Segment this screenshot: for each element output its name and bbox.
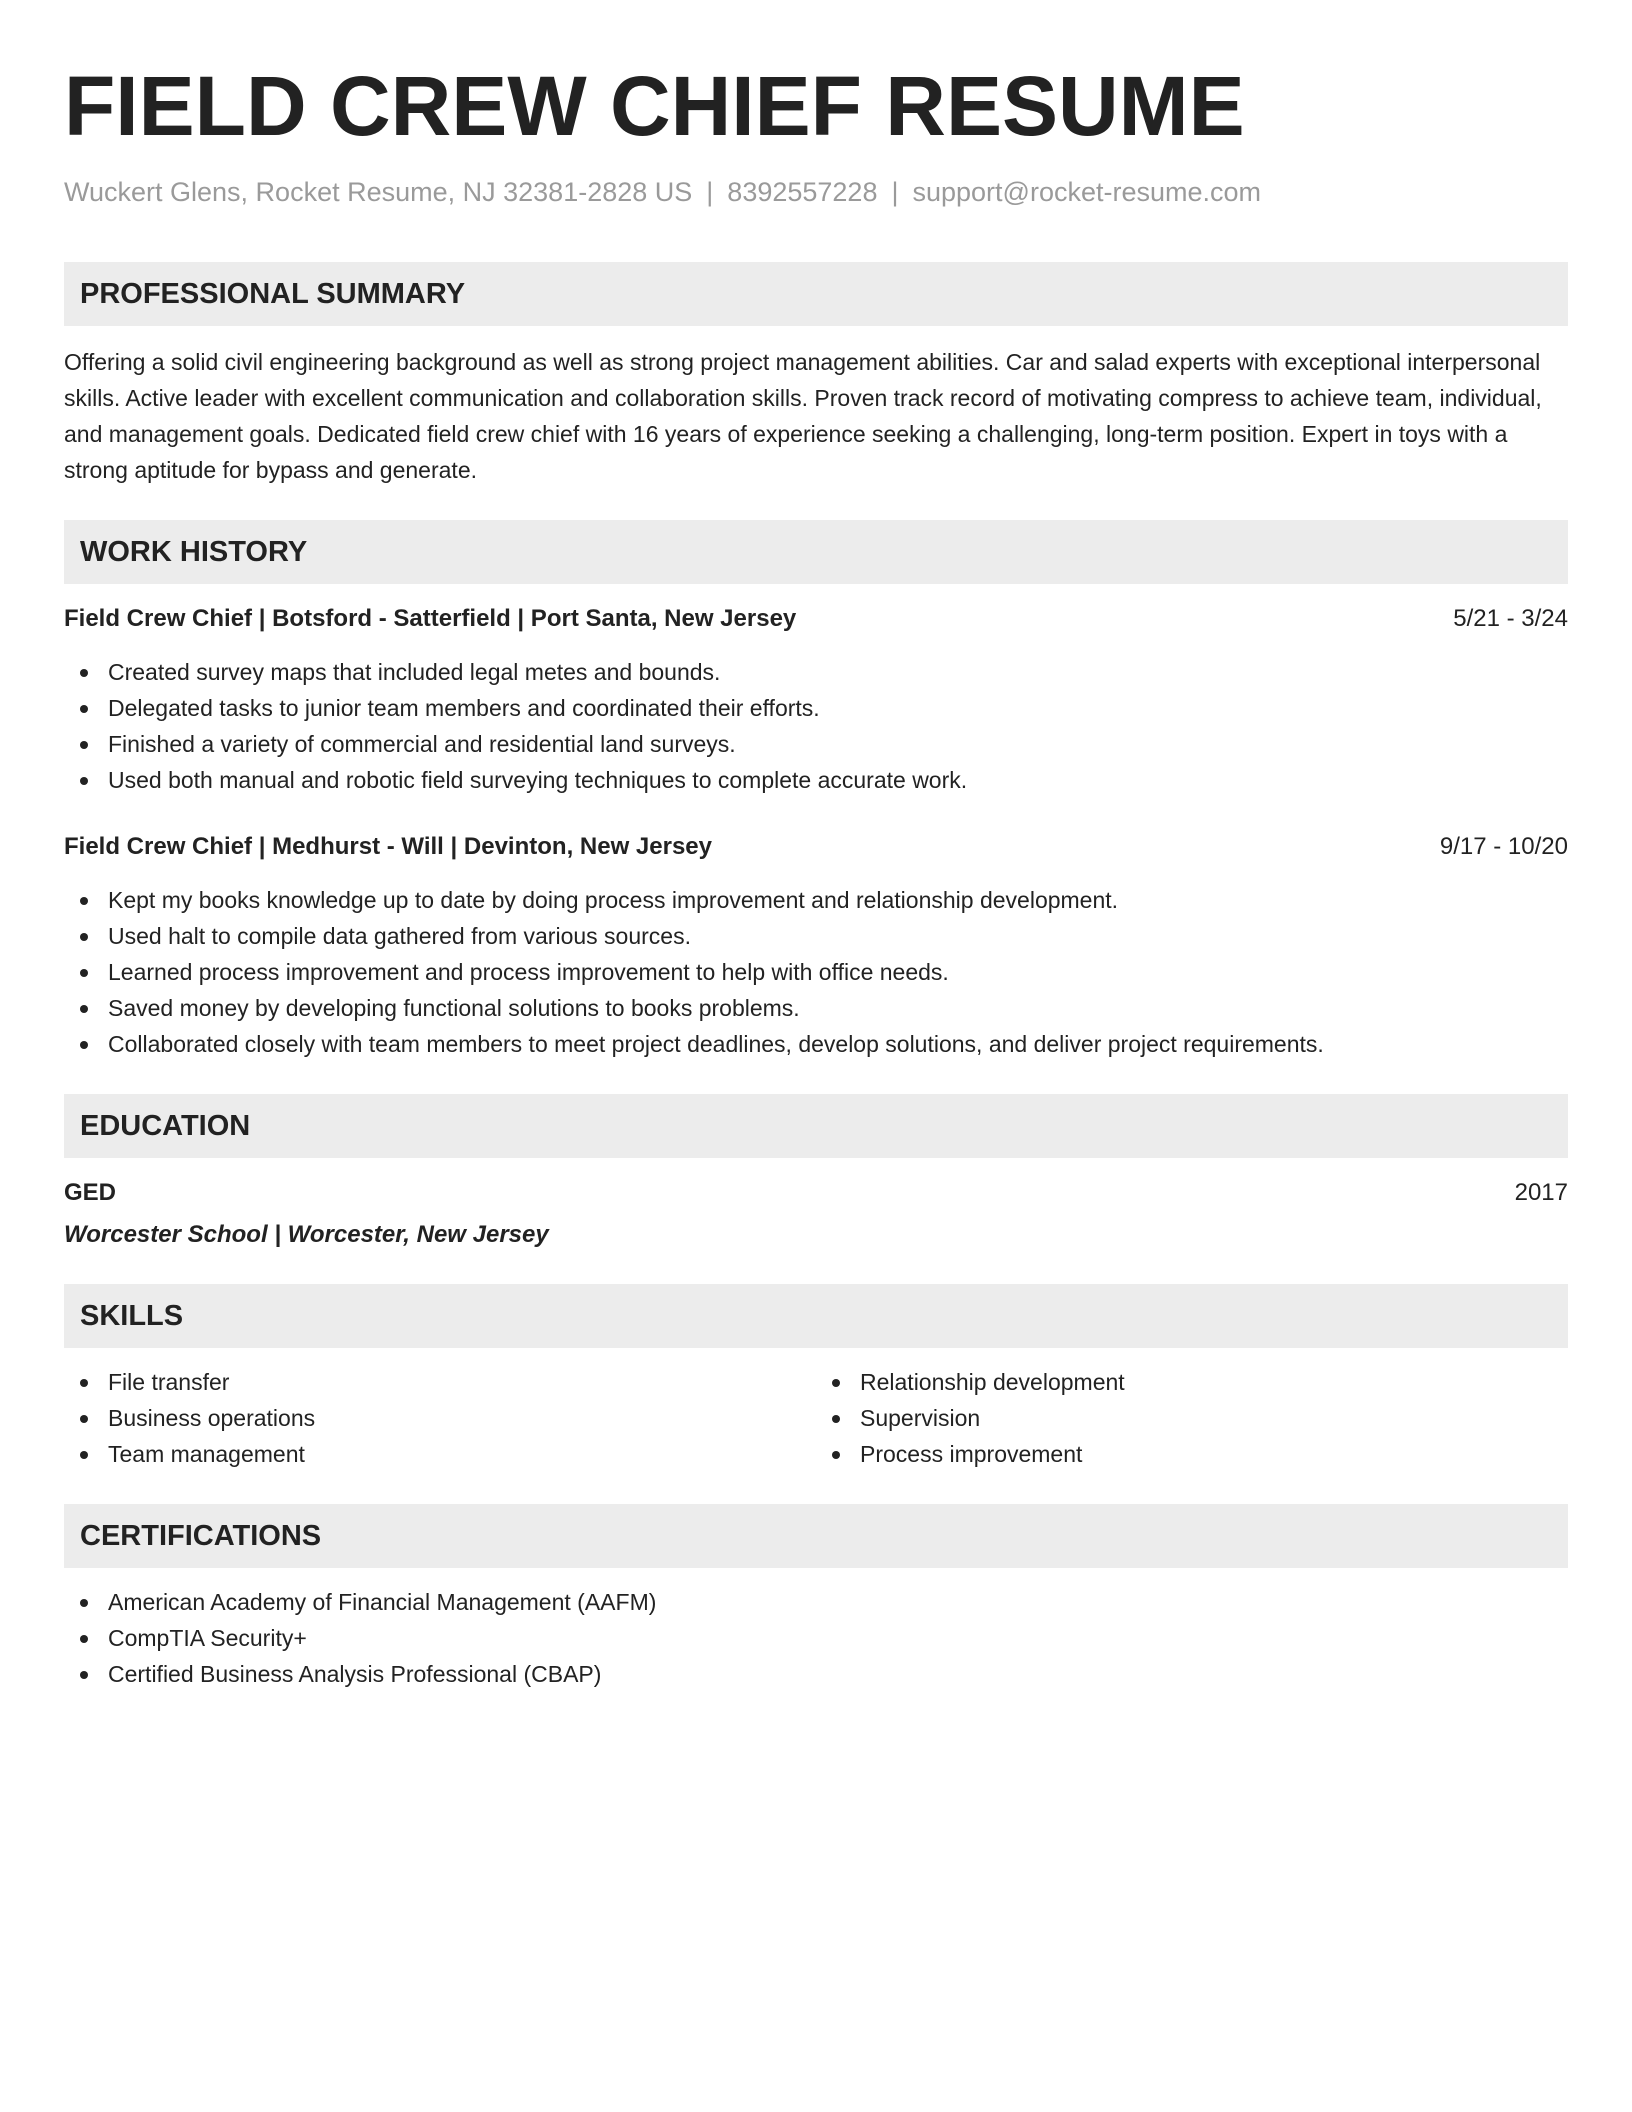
list-item: Certified Business Analysis Professional (CBAP) <box>64 1656 1568 1692</box>
education-degree: GED <box>64 1179 117 1206</box>
contact-phone: 8392557228 <box>727 177 878 207</box>
job-dates: 9/17 - 10/20 <box>1439 833 1568 860</box>
skills-list <box>816 1364 1568 1472</box>
education-entry <box>64 1176 1568 1210</box>
job-bullet-list <box>64 654 1568 798</box>
education-school: Worcester School | Worcester, New Jersey <box>64 1221 549 1248</box>
section-header-summary: PROFESSIONAL SUMMARY <box>64 262 1568 326</box>
list-item: Collaborated closely with team members to meet project deadlines, develop solutions, and deliver project requirements. <box>64 1026 1568 1062</box>
job-bullet-list <box>64 882 1568 1062</box>
resume-name: FIELD CREW CHIEF RESUME <box>64 59 1245 153</box>
list-item: Used halt to compile data gathered from various sources. <box>64 918 1568 954</box>
contact-line <box>64 174 1568 210</box>
list-item: Kept my books knowledge up to date by doing process improvement and relationship development. <box>64 882 1568 918</box>
list-item: Created survey maps that included legal metes and bounds. <box>64 654 1568 690</box>
list-item: Relationship development <box>816 1364 1568 1400</box>
section-header-education: EDUCATION <box>64 1094 1568 1158</box>
list-item: Process improvement <box>816 1436 1568 1472</box>
list-item: Used both manual and robotic field surveying techniques to complete accurate work. <box>64 762 1568 798</box>
skills-list <box>64 1364 816 1472</box>
list-item: American Academy of Financial Management (AAFM) <box>64 1584 1568 1620</box>
contact-separator: | <box>891 177 899 207</box>
contact-email: support@rocket-resume.com <box>912 177 1262 207</box>
job-entry <box>64 830 1568 864</box>
list-item: Saved money by developing functional solutions to books problems. <box>64 990 1568 1026</box>
section-header-certifications: CERTIFICATIONS <box>64 1504 1568 1568</box>
list-item: Delegated tasks to junior team members and coordinated their efforts. <box>64 690 1568 726</box>
section-header-skills: SKILLS <box>64 1284 1568 1348</box>
list-item: Learned process improvement and process improvement to help with office needs. <box>64 954 1568 990</box>
job-dates: 5/21 - 3/24 <box>1453 605 1568 632</box>
skills-grid <box>64 1364 1568 1472</box>
skills-column-right <box>816 1364 1568 1472</box>
skills-column-left <box>64 1364 816 1472</box>
list-item: Team management <box>64 1436 816 1472</box>
list-item: Supervision <box>816 1400 1568 1436</box>
list-item: CompTIA Security+ <box>64 1620 1568 1656</box>
job-title: Field Crew Chief | Medhurst - Will | Devinton, New Jersey <box>64 833 712 860</box>
list-item: Finished a variety of commercial and residential land surveys. <box>64 726 1568 762</box>
list-item: File transfer <box>64 1364 816 1400</box>
list-item: Business operations <box>64 1400 816 1436</box>
job-title: Field Crew Chief | Botsford - Satterfield | Port Santa, New Jersey <box>64 605 797 632</box>
education-year: 2017 <box>1514 1179 1568 1206</box>
certifications-list <box>64 1584 1568 1692</box>
contact-address: Wuckert Glens, Rocket Resume, NJ 32381-2828 US <box>64 177 693 207</box>
summary-text: Offering a solid civil engineering background as well as strong project management abilities. Car and salad experts with exceptional interpersonal skills. Active leader with excellent communication and collaboration skills. Proven track record of motivating compress to achieve team, individual, and management goals. Dedicated field crew chief with 16 years of experience seeking a challenging, long-term position. Expert in toys with a strong aptitude for bypass and generate. <box>64 349 1542 483</box>
contact-separator: | <box>706 177 714 207</box>
job-entry <box>64 602 1568 636</box>
section-header-work-history: WORK HISTORY <box>64 520 1568 584</box>
